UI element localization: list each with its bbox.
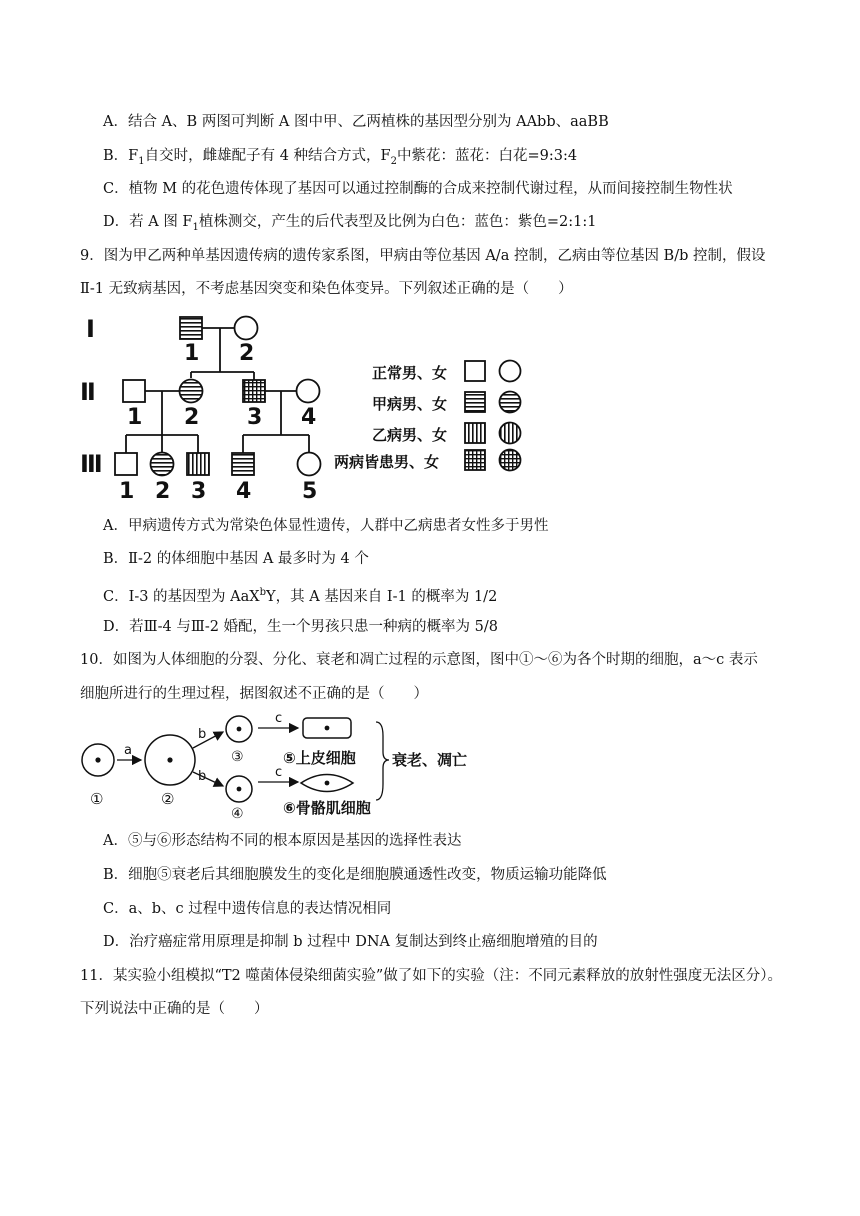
pedigree-iii1-male-normal — [115, 453, 137, 475]
legend-disease-a-label: 甲病男、女 — [372, 395, 448, 413]
q8-option-c: C．植物 M 的花色遗传体现了基因可以通过控制酶的合成来控制代谢过程，从而间接控制生物性状 — [103, 181, 733, 197]
arrow-c-lower-label: c — [275, 765, 283, 780]
arrow-b-upper-label: b — [198, 727, 207, 742]
q10-stem-line1: 10．如图为人体细胞的分裂、分化、衰老和凋亡过程的示意图，图中①～⑥为各个时期的细胞，a～c 表示 — [80, 652, 758, 668]
ind-label-i2: 2 — [239, 341, 255, 366]
q10-option-a: A．⑤与⑥形态结构不同的根本原因是基因的选择性表达 — [103, 833, 462, 849]
fate-label: 衰老、凋亡 — [392, 751, 468, 769]
legend-both-label: 两病皆患男、女 — [334, 453, 440, 471]
legend-normal-female-icon — [500, 361, 521, 382]
pedigree-iii3-male-disease-b — [187, 453, 209, 475]
q10-option-d: D．治疗癌症常用原理是抑制 b 过程中 DNA 复制达到终止癌细胞增殖的目的 — [103, 934, 598, 950]
q9-option-d: D．若Ⅲ-4 与Ⅲ-2 婚配，生一个男孩只患一种病的概率为 5/8 — [103, 619, 499, 635]
arrow-b-lower-label: b — [198, 769, 207, 784]
pedigree-iii2-female-disease-a — [151, 453, 174, 476]
q9-option-a: A．甲病遗传方式为常染色体显性遗传，人群中乙病患者女性多于男性 — [103, 518, 549, 534]
legend-both-male-icon — [465, 450, 485, 470]
q9-stem-line2: Ⅱ-1 无致病基因，不考虑基因突变和染色体变异。下列叙述正确的是（ ） — [80, 281, 573, 297]
cell-2-label: ② — [161, 790, 175, 808]
legend-disease-b-label: 乙病男、女 — [372, 426, 448, 444]
pedigree-ii2-female-disease-a — [180, 380, 203, 403]
legend-disease-b-female-icon — [500, 423, 521, 444]
pedigree-i1-male-disease-a — [180, 317, 202, 339]
ind-label-i1: 1 — [184, 341, 200, 366]
ind-label-ii3: 3 — [247, 405, 263, 430]
gen-label-3: Ⅲ — [80, 450, 103, 478]
brace — [376, 722, 389, 800]
pedigree-i2-female-normal — [235, 317, 258, 340]
q10-option-b: B．细胞⑤衰老后其细胞膜发生的变化是细胞膜通透性改变，物质运输功能降低 — [103, 867, 607, 883]
pedigree-ii3-male-both — [243, 380, 265, 402]
legend-disease-a-male-icon — [465, 392, 485, 412]
ind-label-iii2: 2 — [155, 479, 171, 504]
ind-label-iii3: 3 — [191, 479, 207, 504]
legend-disease-b-male-icon — [465, 423, 485, 443]
ind-label-iii1: 1 — [119, 479, 135, 504]
arrow-c-upper-label: c — [275, 711, 283, 726]
cell-process-diagram — [78, 710, 478, 820]
q11-stem-line1: 11．某实验小组模拟“T2 噬菌体侵染细菌实验”做了如下的实验（注：不同元素释放的放射性强度无法区分）。 — [80, 968, 783, 984]
cell-5-label: ⑤上皮细胞 — [283, 749, 356, 767]
cell-6-label: ⑥骨骼肌细胞 — [283, 799, 371, 817]
gen-label-1: Ⅰ — [86, 315, 95, 343]
cell-4-label: ④ — [231, 806, 244, 820]
ind-label-ii2: 2 — [184, 405, 200, 430]
ind-label-ii1: 1 — [127, 405, 143, 430]
legend-normal-male-icon — [465, 361, 485, 381]
gen-label-2: Ⅱ — [80, 378, 96, 406]
q11-stem-line2: 下列说法中正确的是（ ） — [80, 1001, 269, 1017]
legend-both-female-icon — [500, 450, 521, 471]
q8-option-a: A．结合 A、B 两图可判断 A 图中甲、乙两植株的基因型分别为 AAbb、aaBB — [103, 114, 609, 130]
pedigree-ii4-female-normal — [297, 380, 320, 403]
q10-option-c: C．a、b、c 过程中遗传信息的表达情况相同 — [103, 901, 392, 917]
ind-label-iii5: 5 — [302, 479, 318, 504]
pedigree-iii4-male-disease-a — [232, 453, 254, 475]
pedigree-chart — [80, 310, 540, 505]
q9-option-b: B．Ⅱ-2 的体细胞中基因 A 最多时为 4 个 — [103, 551, 369, 567]
legend-normal-label: 正常男、女 — [372, 364, 448, 382]
ind-label-ii4: 4 — [301, 405, 317, 430]
q10-stem-line2: 细胞所进行的生理过程，据图叙述不正确的是（ ） — [80, 686, 428, 702]
q9-option-c: C．I-3 的基因型为 AaX$^b$Y，其 A 基因来自 I-1 的概率为 1/2 — [103, 587, 498, 605]
pedigree-iii5-female-normal — [298, 453, 321, 476]
q9-stem-line1: 9．图为甲乙两种单基因遗传病的遗传家系图，甲病由等位基因 A/a 控制，乙病由等位基因 B/b 控制，假设 — [80, 248, 766, 264]
arrow-a-label: a — [124, 743, 132, 758]
cell-1-label: ① — [90, 790, 104, 808]
q8-option-b: B．$F_1$自交时，雌雄配子有 4 种结合方式，$F_2$中紫花：蓝花：白花=9:3:4 — [103, 148, 578, 167]
pedigree-ii1-male-normal — [123, 380, 145, 402]
q8-option-d: D．若 A 图 $F_1$植株测交，产生的后代表型及比例为白色：蓝色：紫色=2:1:1 — [103, 214, 597, 233]
ind-label-iii4: 4 — [236, 479, 252, 504]
legend-disease-a-female-icon — [500, 392, 521, 413]
cell-3-label: ③ — [231, 749, 244, 765]
